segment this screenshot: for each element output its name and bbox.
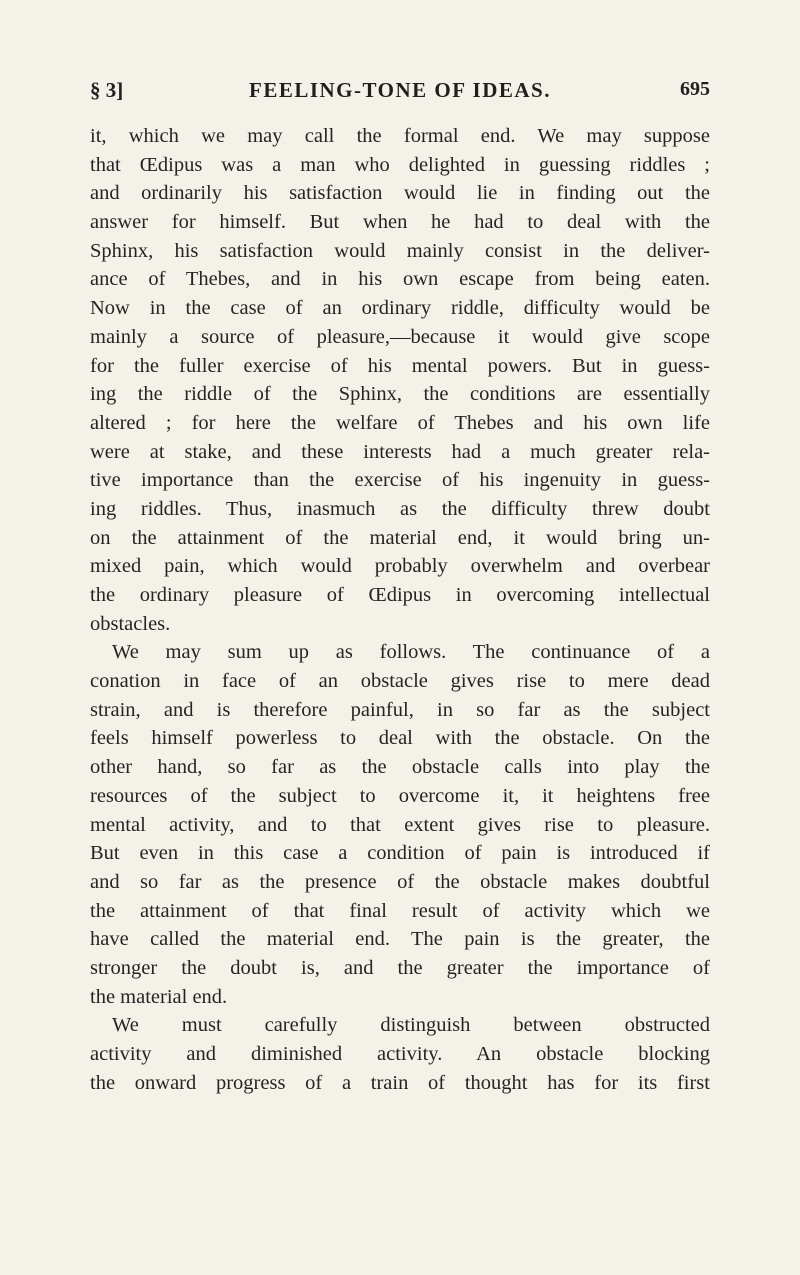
text-line: the ordinary pleasure of Œdipus in overcoming intellectual: [90, 584, 710, 606]
text-line: mixed pain, which would probably overwhelm and overbear: [90, 555, 710, 578]
text-line: that Œdipus was a man who delighted in guessing riddles ;: [90, 153, 710, 176]
text-line: the onward progress of a train of thought has for its first: [90, 1071, 710, 1094]
text-line: were at stake, and these interests had a much greater rela-: [90, 440, 710, 463]
text-line: have called the material end. The pain is the greater, the: [90, 928, 710, 951]
text-line: and ordinarily his satisfaction would lie in finding out the: [90, 182, 710, 205]
text-line: stronger the doubt is, and the greater the importance of: [90, 956, 710, 979]
text-line: ing the riddle of the Sphinx, the conditions are essentially: [90, 383, 710, 406]
text-line: altered ; for here the welfare of Thebes and his own life: [90, 411, 710, 434]
page-header: [90, 78, 710, 108]
text-line: the material end.: [90, 985, 228, 1008]
text-line: We may sum up as follows. The continuance of a: [112, 641, 710, 664]
running-title: FEELING-TONE OF IDEAS.: [249, 78, 551, 102]
body-text: [90, 122, 710, 1097]
text-line: activity and diminished activity. An obstacle blocking: [90, 1043, 710, 1065]
text-line: answer for himself. But when he had to deal with the: [90, 211, 710, 234]
text-line: other hand, so far as the obstacle calls into play the: [90, 756, 710, 779]
section-number: § 3]: [90, 78, 124, 102]
text-line: strain, and is therefore painful, in so far as the subject: [90, 698, 710, 721]
text-line: Sphinx, his satisfaction would mainly consist in the deliver-: [90, 239, 710, 262]
text-line: and so far as the presence of the obstacle makes doubtful: [90, 870, 710, 893]
text-line: conation in face of an obstacle gives rise to mere dead: [90, 670, 710, 693]
text-line: obstacles.: [90, 612, 171, 635]
text-line: the attainment of that final result of activity which we: [90, 899, 710, 922]
text-line: ing riddles. Thus, inasmuch as the difficulty threw doubt: [90, 497, 710, 520]
page-number: 695: [680, 78, 710, 100]
text-line: mental activity, and to that extent gives rise to pleasure.: [90, 813, 710, 836]
text-line: mainly a source of pleasure,—because it would give scope: [90, 325, 710, 348]
text-line: feels himself powerless to deal with the obstacle. On the: [90, 727, 710, 750]
text-line: But even in this case a condition of pain is introduced if: [90, 842, 710, 865]
text-line: resources of the subject to overcome it, it heightens free: [90, 784, 710, 807]
text-line: on the attainment of the material end, it would bring un-: [90, 526, 710, 549]
text-line: tive importance than the exercise of his ingenuity in guess-: [90, 469, 710, 492]
text-line: We must carefully distinguish between obstructed: [112, 1014, 710, 1037]
text-line: it, which we may call the formal end. We may suppose: [90, 125, 710, 147]
text-line: Now in the case of an ordinary riddle, difficulty would be: [90, 297, 710, 320]
text-line: ance of Thebes, and in his own escape from being eaten.: [90, 268, 710, 291]
text-line: for the fuller exercise of his mental powers. But in guess-: [90, 354, 710, 377]
